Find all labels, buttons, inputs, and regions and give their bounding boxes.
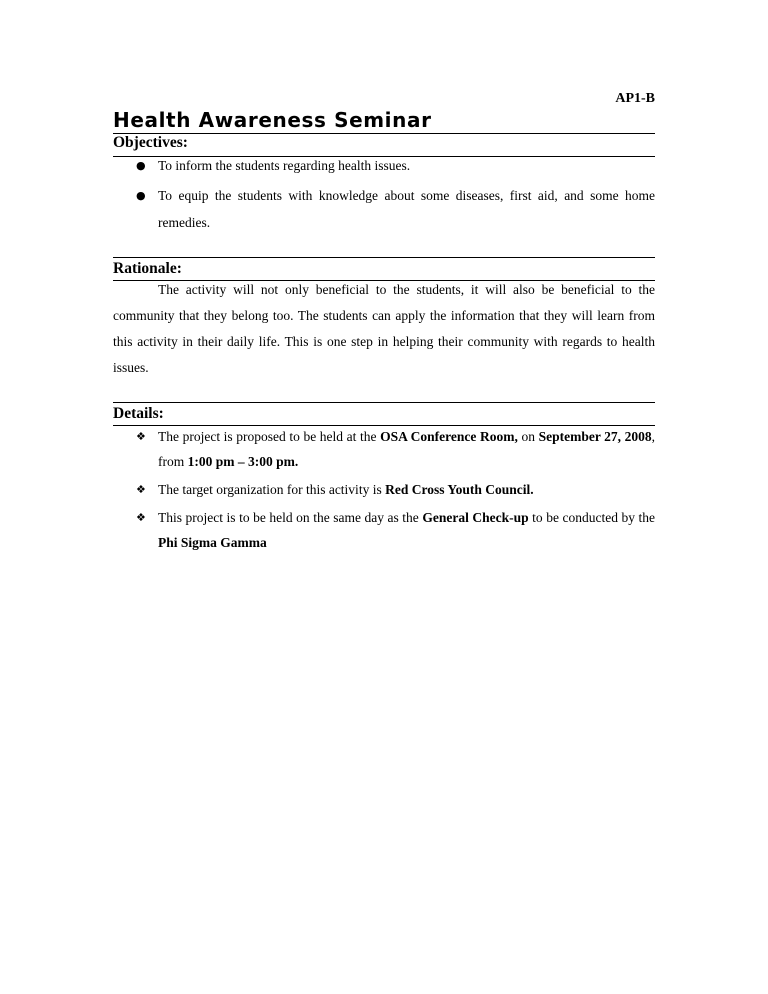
divider	[113, 402, 655, 403]
list-item: ❖ This project is to be held on the same day as the General Check-up to be conducted by the Phi Sigma Gamma	[113, 505, 655, 555]
list-item: ❖ The target organization for this activity is Red Cross Youth Council.	[113, 477, 655, 502]
rationale-heading: Rationale:	[113, 260, 182, 277]
objectives-heading: Objectives:	[113, 134, 188, 151]
bullet-icon: ●	[136, 159, 146, 172]
divider	[113, 257, 655, 258]
details-list	[113, 424, 655, 558]
divider	[113, 133, 655, 134]
list-item: ● To equip the students with knowledge about some diseases, first aid, and some home remedies.	[113, 182, 655, 236]
diamond-bullet-icon: ❖	[136, 430, 146, 443]
details-heading: Details:	[113, 405, 164, 422]
diamond-bullet-icon: ❖	[136, 483, 146, 496]
objectives-list	[113, 152, 655, 239]
document-code: AP1-B	[615, 91, 655, 106]
rationale-paragraph: The activity will not only beneficial to the students, it will also be beneficial to the community that they belong too. The students can apply the information that they will learn from this activity in their daily life. This is one step in helping their community with regards to health issues.	[113, 282, 655, 375]
list-item: ❖ The project is proposed to be held at the OSA Conference Room, on September 27, 2008, from 1:00 pm – 3:00 pm.	[113, 424, 655, 474]
diamond-bullet-icon: ❖	[136, 511, 146, 524]
bullet-icon: ●	[136, 189, 146, 202]
list-item: ● To inform the students regarding health issues.	[113, 152, 655, 179]
document-title: Health Awareness Seminar	[113, 108, 432, 132]
